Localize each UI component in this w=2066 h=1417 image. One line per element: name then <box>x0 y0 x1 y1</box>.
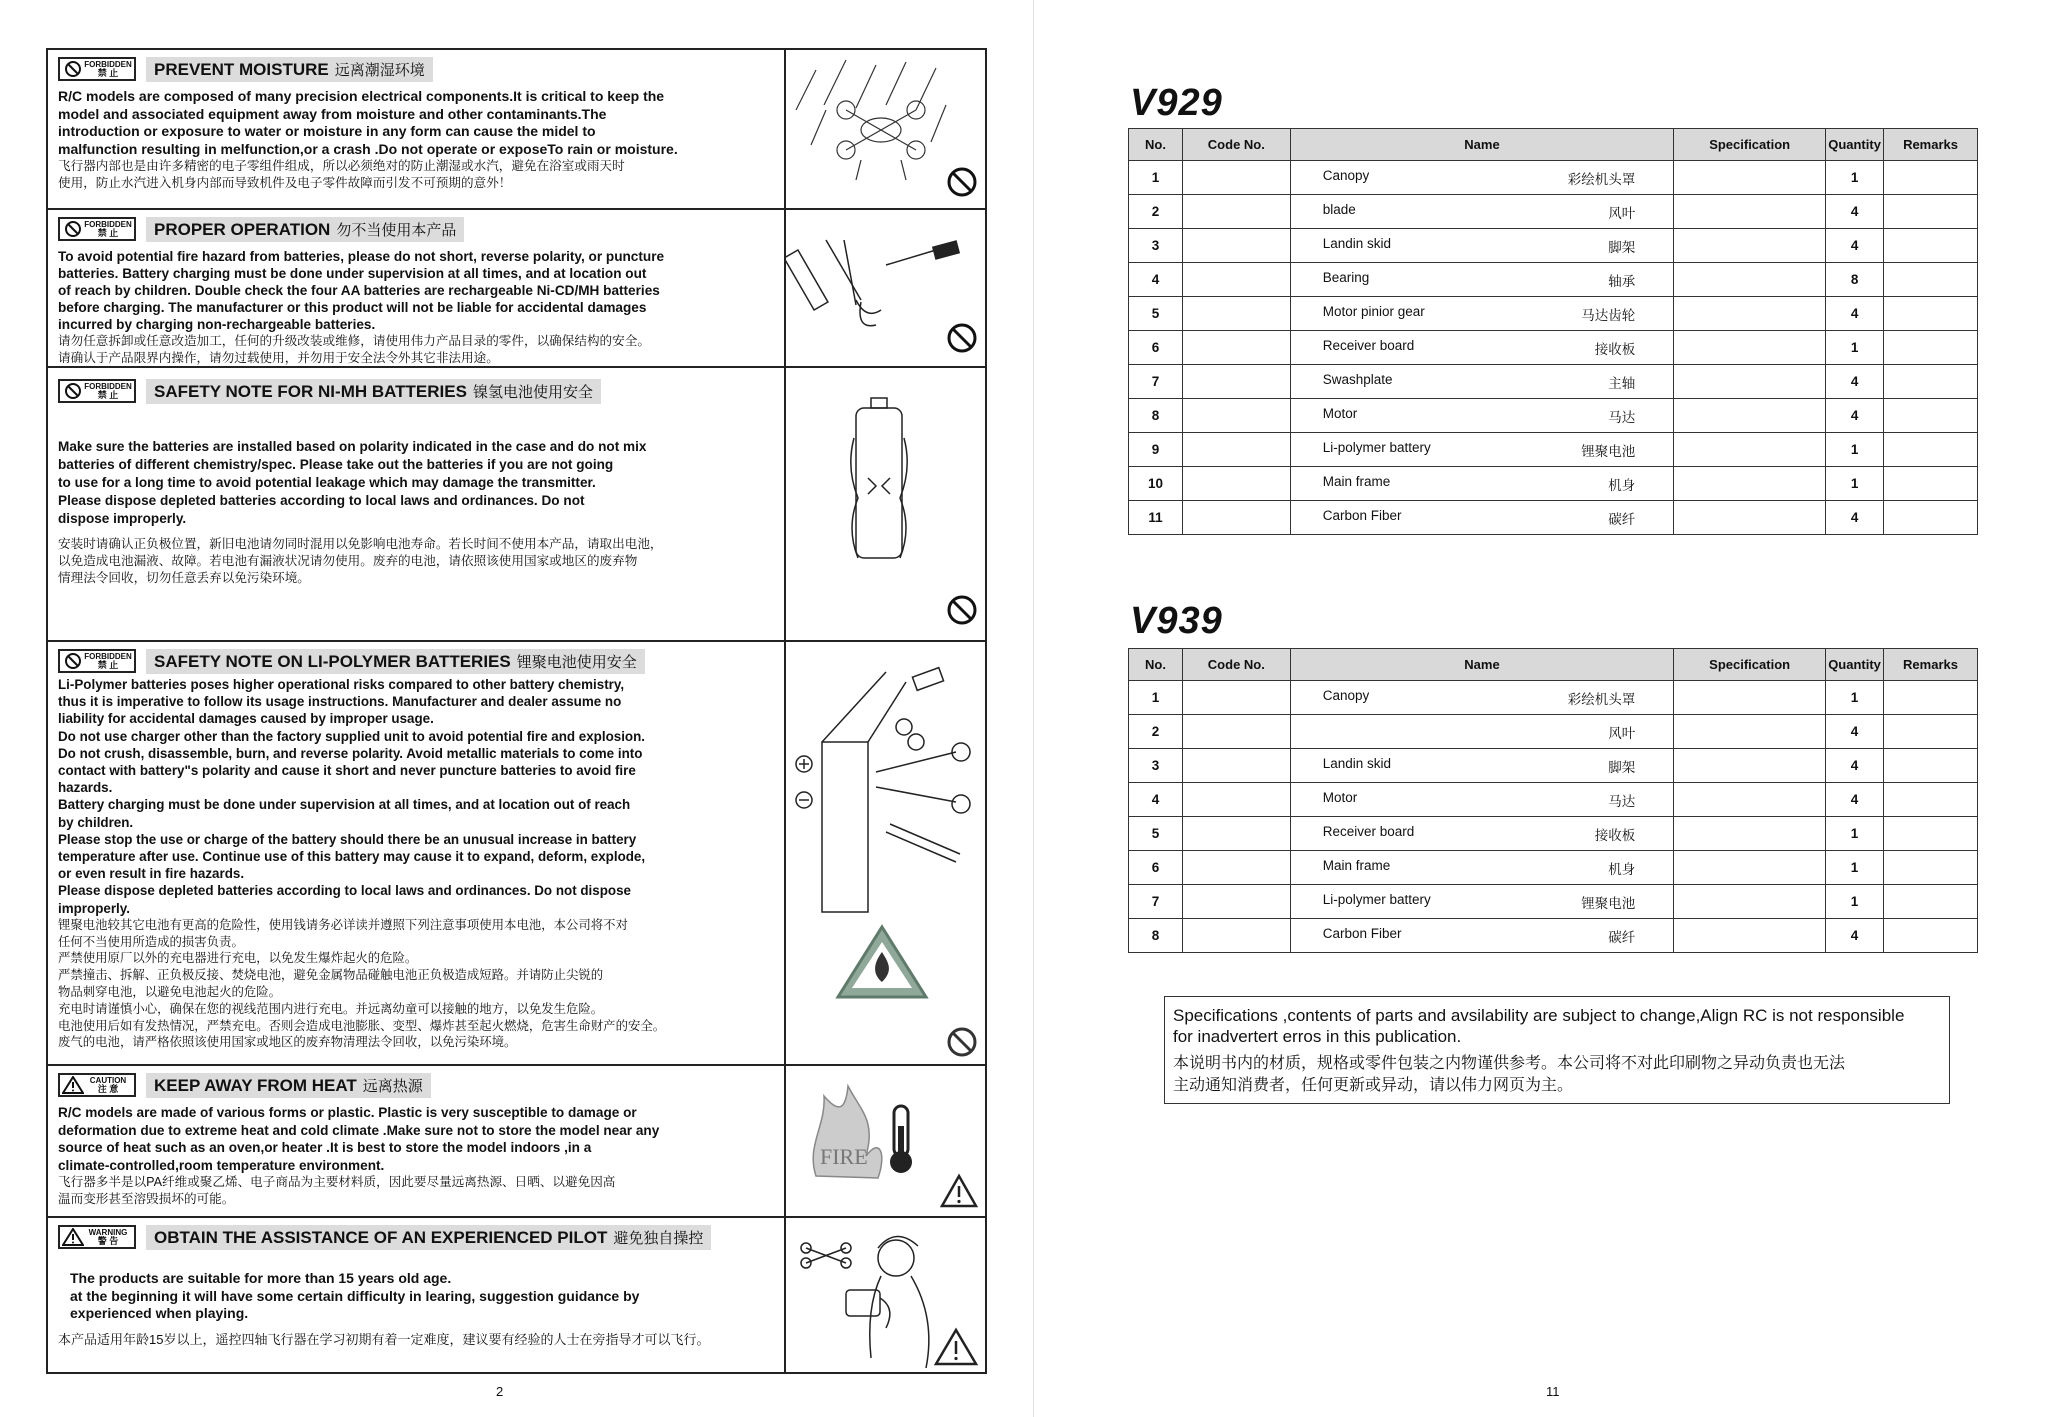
warning-badge: WARNING 警 告 <box>58 1225 136 1249</box>
cell-quantity: 4 <box>1826 399 1884 433</box>
column-header: No. <box>1129 129 1183 161</box>
no-entry-icon <box>62 220 84 238</box>
table-row <box>1129 195 1978 229</box>
cell-quantity: 4 <box>1826 229 1884 263</box>
body-en: The products are suitable for more than 15 years old age. at the beginning it will have some certain difficulty in learing, suggestion guidance by experienced when playing. <box>70 1270 640 1321</box>
body-en: Make sure the batteries are installed based on polarity indicated in the case and do not mix batteries of different chemistry/spec. Please take out the batteries if you are not going to use for a long time to avoid potential leakage which may damage the transmitter. Please dispose depleted batteries according to local laws and ordinances. Do not dispose improperly. <box>58 439 647 526</box>
model-title-v939: V939 <box>1130 600 1223 642</box>
cell-no: 10 <box>1129 467 1183 501</box>
body-en: Li-Polymer batteries poses higher operational risks compared to other battery chemistry, thus it is imperative to follow its usage instructions. Manufacturer and dealer assume no liability for accidental damages caused by improper usage. Do not use charger other than the factory supplied unit to avoid potential fire and explosion. Do not crush, disassemble, burn, and reverse polarity. Avoid metallic materials to come into contact with battery"s polarity and cause it short and never puncture batteries to avoid fire hazards. Battery charging must be done under supervision at all times, and at location out of reach by children. Please stop the use or charge of the battery should there be an unusual increase in battery temperature after use. Continue use of this battery may cause it to expand, deform, explode, or even result in fire hazards. Please dispose depleted batteries according to local laws and ordinances. Do not dispose improperly. <box>58 677 646 916</box>
cell-code-no <box>1182 681 1290 715</box>
part-name-cn: 风叶 <box>1608 725 1636 741</box>
cell-name <box>1290 297 1673 331</box>
body-cn: 飞行器多半是以PA纤维或聚乙烯、电子商品为主要材料质，因此要尽量远离热源、日晒、以避免因高 温而变形甚至溶毁损坏的可能。 <box>58 1175 616 1206</box>
column-header: Specification <box>1674 649 1826 681</box>
cell-code-no <box>1182 715 1290 749</box>
cell-name <box>1290 501 1673 535</box>
cell-no: 2 <box>1129 715 1183 749</box>
quadcopter-illustration <box>786 50 985 208</box>
no-entry-icon <box>62 382 84 400</box>
cell-code-no <box>1182 365 1290 399</box>
cell-name <box>1290 263 1673 297</box>
part-name-en: Receiver board <box>1322 337 1415 353</box>
section-experienced-pilot <box>48 1218 985 1372</box>
part-name-cn: 彩绘机头罩 <box>1567 171 1636 187</box>
section-title: PREVENT MOISTURE 远离潮湿环境 <box>146 57 433 82</box>
cell-specification <box>1674 263 1826 297</box>
table-row <box>1129 715 1978 749</box>
part-name-cn: 轴承 <box>1608 273 1636 289</box>
cell-name <box>1290 229 1673 263</box>
part-name-en: Main frame <box>1322 473 1391 489</box>
cell-remarks <box>1884 331 1978 365</box>
cell-remarks <box>1884 817 1978 851</box>
cell-remarks <box>1884 885 1978 919</box>
forbidden-badge: FORBIDDEN 禁 止 <box>58 649 136 673</box>
cell-name <box>1290 715 1673 749</box>
cell-remarks <box>1884 467 1978 501</box>
prohibited-icon <box>946 322 978 354</box>
part-name-cn: 碳纤 <box>1608 929 1636 945</box>
part-name-cn: 马达 <box>1608 409 1636 425</box>
table-header-row <box>1129 129 1978 161</box>
section-prevent-moisture <box>48 50 985 210</box>
part-name-cn: 风叶 <box>1608 205 1636 221</box>
pilot-illustration <box>786 1218 985 1372</box>
table-row <box>1129 681 1978 715</box>
fire-art-text: FIRE <box>820 1144 868 1169</box>
cell-code-no <box>1182 263 1290 297</box>
cell-code-no <box>1182 161 1290 195</box>
cell-specification <box>1674 161 1826 195</box>
cell-no: 4 <box>1129 263 1183 297</box>
part-name-en: Canopy <box>1322 687 1370 703</box>
cell-quantity: 1 <box>1826 467 1884 501</box>
cell-no: 1 <box>1129 681 1183 715</box>
cell-remarks <box>1884 681 1978 715</box>
cell-remarks <box>1884 851 1978 885</box>
section-text <box>48 1218 786 1372</box>
cell-code-no <box>1182 433 1290 467</box>
lipo-battery-scissors-icon <box>786 642 985 1066</box>
part-name-cn: 机身 <box>1608 477 1636 493</box>
cell-quantity: 4 <box>1826 783 1884 817</box>
cell-name <box>1290 331 1673 365</box>
cell-specification <box>1674 501 1826 535</box>
section-lipo-batteries <box>48 642 985 1066</box>
part-name-en: Landin skid <box>1322 755 1392 771</box>
cell-name <box>1290 365 1673 399</box>
part-name-en: Bearing <box>1322 269 1370 285</box>
cell-quantity: 1 <box>1826 681 1884 715</box>
section-text <box>48 368 786 640</box>
body-cn: 安装时请确认正负极位置，新旧电池请勿同时混用以免影响电池寿命。若长时间不使用本产品，请取出电池， 以免造成电池漏液、故障。若电池有漏液状况请勿使用。废弃的电池，请依照该使用国家或地区的废弃物 情理法令回收，切勿任意丢弃以免污染环境。 <box>58 537 663 585</box>
part-name-cn: 锂聚电池 <box>1581 895 1636 911</box>
table-row <box>1129 263 1978 297</box>
cell-code-no <box>1182 399 1290 433</box>
page-number-left: 2 <box>496 1384 504 1399</box>
part-name-cn: 锂聚电池 <box>1581 443 1636 459</box>
cell-name <box>1290 783 1673 817</box>
cell-name <box>1290 433 1673 467</box>
page-spread-divider <box>1033 0 1034 1417</box>
tools-illustration <box>786 210 985 366</box>
no-entry-icon <box>62 60 84 78</box>
body-en: To avoid potential fire hazard from batteries, please do not short, reverse polarity, or puncture batteries. Battery charging must be done under supervision at all times, and at location out of reach by children. Double check the four AA batteries are rechargeable Ni-CD/MH batteries before charging. The manufacturer or this product will not be liable for accidental damages incurred by charging non-rechargeable batteries. <box>58 249 665 332</box>
cell-specification <box>1674 715 1826 749</box>
cell-no: 3 <box>1129 749 1183 783</box>
part-name-en: Canopy <box>1322 167 1370 183</box>
cell-no: 9 <box>1129 433 1183 467</box>
table-row <box>1129 297 1978 331</box>
cell-no: 7 <box>1129 365 1183 399</box>
cell-code-no <box>1182 467 1290 501</box>
part-name-en: Li-polymer battery <box>1322 439 1431 455</box>
cell-remarks <box>1884 297 1978 331</box>
prohibited-icon <box>946 1026 978 1058</box>
cell-quantity: 4 <box>1826 715 1884 749</box>
part-name-en: Motor <box>1322 405 1358 421</box>
part-name-cn: 马达齿轮 <box>1581 307 1636 323</box>
forbidden-badge: FORBIDDEN 禁 止 <box>58 379 136 403</box>
cell-name <box>1290 161 1673 195</box>
cell-name <box>1290 885 1673 919</box>
cell-code-no <box>1182 331 1290 365</box>
cell-code-no <box>1182 919 1290 953</box>
column-header: Code No. <box>1182 649 1290 681</box>
cell-no: 2 <box>1129 195 1183 229</box>
prohibited-icon <box>946 166 978 198</box>
table-row <box>1129 365 1978 399</box>
cell-remarks <box>1884 433 1978 467</box>
section-text <box>48 50 786 208</box>
cell-specification <box>1674 297 1826 331</box>
cell-no: 5 <box>1129 297 1183 331</box>
cell-remarks <box>1884 399 1978 433</box>
section-title: OBTAIN THE ASSISTANCE OF AN EXPERIENCED PILOT 避免独自操控 <box>146 1225 711 1250</box>
part-name-en: Motor <box>1322 789 1358 805</box>
cell-code-no <box>1182 195 1290 229</box>
column-header: Remarks <box>1884 649 1978 681</box>
cell-remarks <box>1884 365 1978 399</box>
cell-code-no <box>1182 229 1290 263</box>
person-flying-drone-icon <box>786 1218 985 1372</box>
parts-table-v939 <box>1128 648 1978 953</box>
section-nimh-batteries <box>48 368 985 642</box>
cell-remarks <box>1884 749 1978 783</box>
column-header: Quantity <box>1826 649 1884 681</box>
table-row <box>1129 467 1978 501</box>
part-name-en: Motor pinior gear <box>1322 303 1425 319</box>
cell-quantity: 4 <box>1826 501 1884 535</box>
body-cn: 锂聚电池较其它电池有更高的危险性，使用钱请务必详读并遵照下列注意事项使用本电池，本公司将不对 任何不当使用所造成的损害负责。 严禁使用原厂以外的充电器进行充电，以免发生爆炸起火的危险。 严禁撞击、拆解、正负极反接、焚烧电池，避免金属物品碰触电池正负极造成短路。并请防止尖锐的 物品刺穿电池，以避免电池起火的危险。 充电时请谨慎小心，确保在您的视线范围内进行充电。并远离幼童可以接触的地方，以免发生危险。 电池使用后如有发热情况，严禁充电。否则会造成电池膨胀、变型、爆炸甚至起火燃烧，危害生命财产的安全。 废气的电池，请严格依照该使用国家或地区的废弃物清理法令回收，以免污染环境。 <box>58 917 666 1050</box>
cell-specification <box>1674 919 1826 953</box>
cell-no: 8 <box>1129 919 1183 953</box>
part-name-cn: 脚架 <box>1608 239 1636 255</box>
cell-quantity: 1 <box>1826 851 1884 885</box>
cell-code-no <box>1182 851 1290 885</box>
cell-quantity: 4 <box>1826 195 1884 229</box>
section-proper-operation <box>48 210 985 368</box>
notice-cn: 本说明书内的材质，规格或零件包装之内物谨供参考。本公司将不对此印刷物之异动负责也无法 主动通知消费者，任何更新或异动，请以伟力网页为主。 <box>1173 1055 1846 1094</box>
column-header: Name <box>1290 649 1673 681</box>
part-name-cn: 脚架 <box>1608 759 1636 775</box>
cell-name <box>1290 399 1673 433</box>
battery-illustration <box>786 368 985 640</box>
table-row <box>1129 501 1978 535</box>
cell-remarks <box>1884 919 1978 953</box>
cell-quantity: 4 <box>1826 749 1884 783</box>
cell-remarks <box>1884 263 1978 297</box>
column-header: Remarks <box>1884 129 1978 161</box>
safety-notes-panel <box>46 48 987 1374</box>
cell-name <box>1290 919 1673 953</box>
body-cn: 请勿任意拆卸或任意改造加工，任何的升级改装或维修，请使用伟力产品目录的零件，以确保结构的安全。 请确认于产品限界内操作，请勿过载使用，并勿用于安全法令外其它非法用途。 <box>58 334 650 365</box>
table-row <box>1129 229 1978 263</box>
cell-no: 6 <box>1129 331 1183 365</box>
cell-specification <box>1674 433 1826 467</box>
cell-quantity: 4 <box>1826 919 1884 953</box>
body-cn: 飞行器内部也是由许多精密的电子零组件组成，所以必须绝对的防止潮湿或水汽，避免在浴室或雨天时 使用，防止水汽进入机身内部而导致机件及电子零件故障而引发不可预期的意外！ <box>58 159 625 190</box>
table-row <box>1129 919 1978 953</box>
cell-name <box>1290 467 1673 501</box>
section-title: KEEP AWAY FROM HEAT 远离热源 <box>146 1073 431 1098</box>
part-name-cn: 碳纤 <box>1608 511 1636 527</box>
cell-specification <box>1674 229 1826 263</box>
section-text <box>48 210 786 366</box>
table-row <box>1129 817 1978 851</box>
table-row <box>1129 331 1978 365</box>
cell-name <box>1290 681 1673 715</box>
body-en: R/C models are made of various forms or plastic. Plastic is very susceptible to damage or deformation due to extreme heat and cold climate .Make sure not to store the model near any source of heat such as an oven,or heater .It is best to store the model indoors ,in a climate-controlled,room temperature environment. <box>58 1105 660 1173</box>
cell-specification <box>1674 195 1826 229</box>
cell-no: 5 <box>1129 817 1183 851</box>
section-text <box>48 1066 786 1216</box>
no-entry-icon <box>62 652 84 670</box>
part-name-en: Carbon Fiber <box>1322 507 1402 523</box>
parts-table-v929 <box>1128 128 1978 535</box>
table-row <box>1129 161 1978 195</box>
section-title: PROPER OPERATION 勿不当使用本产品 <box>146 217 464 242</box>
cell-no: 4 <box>1129 783 1183 817</box>
cell-no: 8 <box>1129 399 1183 433</box>
section-title: SAFETY NOTE ON LI-POLYMER BATTERIES 锂聚电池使用安全 <box>146 649 645 674</box>
heat-illustration <box>786 1066 985 1216</box>
cell-code-no <box>1182 885 1290 919</box>
cell-remarks <box>1884 783 1978 817</box>
part-name-cn: 主轴 <box>1608 375 1636 391</box>
part-name-en: Li-polymer battery <box>1322 891 1431 907</box>
cell-no: 7 <box>1129 885 1183 919</box>
lipo-hazard-illustration <box>786 642 985 1064</box>
forbidden-badge: FORBIDDEN 禁 止 <box>58 57 136 81</box>
cell-no: 11 <box>1129 501 1183 535</box>
table-row <box>1129 851 1978 885</box>
cell-quantity: 1 <box>1826 433 1884 467</box>
cell-specification <box>1674 749 1826 783</box>
part-name-en: Main frame <box>1322 857 1391 873</box>
cell-remarks <box>1884 229 1978 263</box>
page-number-right: 11 <box>1546 1384 1560 1399</box>
table-row <box>1129 783 1978 817</box>
cell-quantity: 1 <box>1826 161 1884 195</box>
cell-no: 6 <box>1129 851 1183 885</box>
prohibited-icon <box>946 594 978 626</box>
table-header-row <box>1129 649 1978 681</box>
column-header: Code No. <box>1182 129 1290 161</box>
cell-name <box>1290 817 1673 851</box>
part-name-cn: 马达 <box>1608 793 1636 809</box>
cell-code-no <box>1182 297 1290 331</box>
part-name-en: Swashplate <box>1322 371 1393 387</box>
caution-badge: CAUTION 注 意 <box>58 1073 136 1097</box>
section-title: SAFETY NOTE FOR NI-MH BATTERIES 镍氢电池使用安全 <box>146 379 601 404</box>
column-header: Specification <box>1674 129 1826 161</box>
column-header: Name <box>1290 129 1673 161</box>
cell-specification <box>1674 467 1826 501</box>
table-row <box>1129 399 1978 433</box>
caution-triangle-icon <box>62 1076 84 1094</box>
column-header: No. <box>1129 649 1183 681</box>
cell-code-no <box>1182 749 1290 783</box>
cell-quantity: 1 <box>1826 817 1884 851</box>
cell-specification <box>1674 331 1826 365</box>
cell-remarks <box>1884 195 1978 229</box>
cell-quantity: 4 <box>1826 297 1884 331</box>
part-name-en: Landin skid <box>1322 235 1392 251</box>
forbidden-badge: FORBIDDEN 禁 止 <box>58 217 136 241</box>
cell-remarks <box>1884 501 1978 535</box>
cell-specification <box>1674 851 1826 885</box>
part-name-en: Carbon Fiber <box>1322 925 1402 941</box>
disclaimer-notice <box>1164 996 1950 1104</box>
cell-specification <box>1674 681 1826 715</box>
notice-en: Specifications ,contents of parts and avsilability are subject to change,Align RC is not responsible for inadvertert erros in this publication. <box>1173 1006 1905 1046</box>
cell-quantity: 8 <box>1826 263 1884 297</box>
warning-triangle-icon <box>62 1228 84 1246</box>
table-row <box>1129 433 1978 467</box>
part-name-cn: 机身 <box>1608 861 1636 877</box>
body-cn: 本产品适用年龄15岁以上，遥控四轴飞行器在学习初期有着一定难度，建议要有经验的人士在旁指导才可以飞行。 <box>58 1331 710 1347</box>
body-en: R/C models are composed of many precision electrical components.It is critical to keep the model and associated equipment away from moisture and other contaminants.The introduction or exposure to water or moisture in any form can cause the midel to malfunction resulting in melfunction,or a crash .Do not operate or exposeTo rain or moisture. <box>58 88 678 157</box>
cell-specification <box>1674 783 1826 817</box>
cell-name <box>1290 851 1673 885</box>
cell-quantity: 1 <box>1826 331 1884 365</box>
cell-name <box>1290 749 1673 783</box>
cell-quantity: 4 <box>1826 365 1884 399</box>
cell-specification <box>1674 817 1826 851</box>
table-row <box>1129 885 1978 919</box>
section-text <box>48 642 786 1064</box>
cell-no: 3 <box>1129 229 1183 263</box>
table-row <box>1129 749 1978 783</box>
cell-name <box>1290 195 1673 229</box>
part-name-cn: 接收板 <box>1594 341 1636 357</box>
part-name-en: Receiver board <box>1322 823 1415 839</box>
cell-remarks <box>1884 161 1978 195</box>
fire-thermometer-icon <box>786 1066 985 1218</box>
cell-no: 1 <box>1129 161 1183 195</box>
cell-specification <box>1674 399 1826 433</box>
section-keep-away-heat <box>48 1066 985 1218</box>
cell-remarks <box>1884 715 1978 749</box>
cell-code-no <box>1182 501 1290 535</box>
cell-specification <box>1674 365 1826 399</box>
cell-specification <box>1674 885 1826 919</box>
model-title-v929: V929 <box>1130 82 1223 124</box>
cell-quantity: 1 <box>1826 885 1884 919</box>
column-header: Quantity <box>1826 129 1884 161</box>
part-name-cn: 接收板 <box>1594 827 1636 843</box>
cell-code-no <box>1182 783 1290 817</box>
part-name-en: blade <box>1322 201 1356 217</box>
part-name-cn: 彩绘机头罩 <box>1567 691 1636 707</box>
cell-code-no <box>1182 817 1290 851</box>
